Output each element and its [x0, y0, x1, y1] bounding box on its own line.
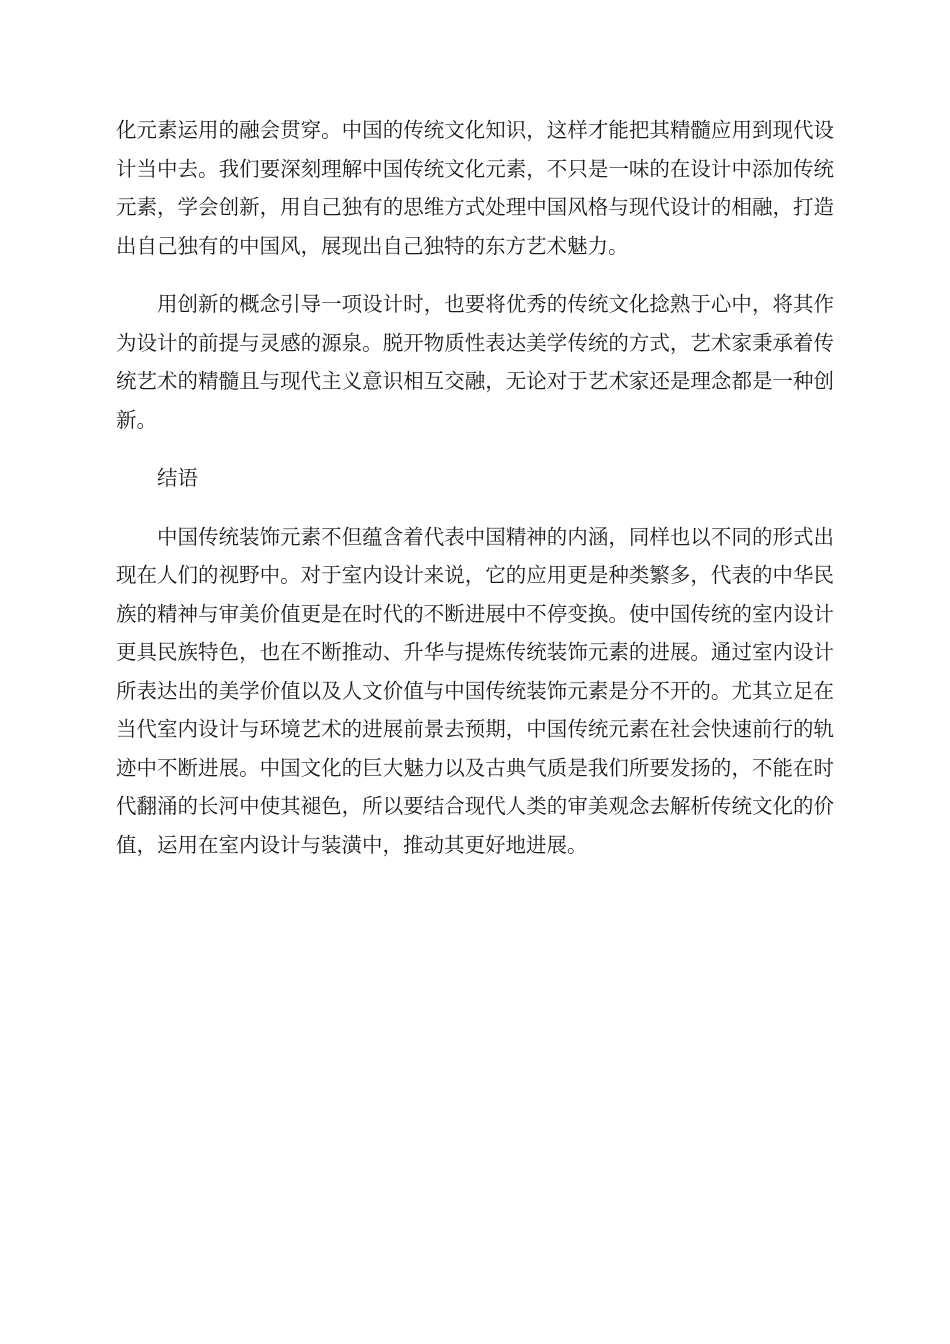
paragraph-conclusion: 中国传统装饰元素不但蕴含着代表中国精神的内涵，同样也以不同的形式出现在人们的视野中。对于室内设计来说，它的应用更是种类繁多，代表的中华民族的精神与审美价值更是在时代的不断进展中不停变换。使中国传统的室内设计更具民族特色，也在不断推动、升华与提炼传统装饰元素的进展。通过室内设计所表达出的美学价值以及人文价值与中国传统装饰元素是分不开的。尤其立足在当代室内设计与环境艺术的进展前景去预期，中国传统元素在社会快速前行的轨迹中不断进展。中国文化的巨大魅力以及古典气质是我们所要发扬的，不能在时代翻涌的长河中使其褪色，所以要结合现代人类的审美观念去解析传统文化的价值，运用在室内设计与装潢中，推动其更好地进展。: [116, 524, 834, 857]
document-body: [116, 111, 834, 864]
section-heading-conclusion: 结语: [157, 466, 198, 490]
paragraph-innovation: 用创新的概念引导一项设计时，也要将优秀的传统文化捻熟于心中，将其作为设计的前提与灵感的源泉。脱开物质性表达美学传统的方式，艺术家秉承着传统艺术的精髓且与现代主义意识相互交融，无论对于艺术家还是理念都是一种创新。: [116, 292, 834, 432]
paragraph-continued: 化元素运用的融会贯穿。中国的传统文化知识，这样才能把其精髓应用到现代设计当中去。我们要深刻理解中国传统文化元素，不只是一味的在设计中添加传统元素，学会创新，用自己独有的思维方式处理中国风格与现代设计的相融，打造出自己独有的中国风，展现出自己独特的东方艺术魅力。: [116, 118, 834, 258]
